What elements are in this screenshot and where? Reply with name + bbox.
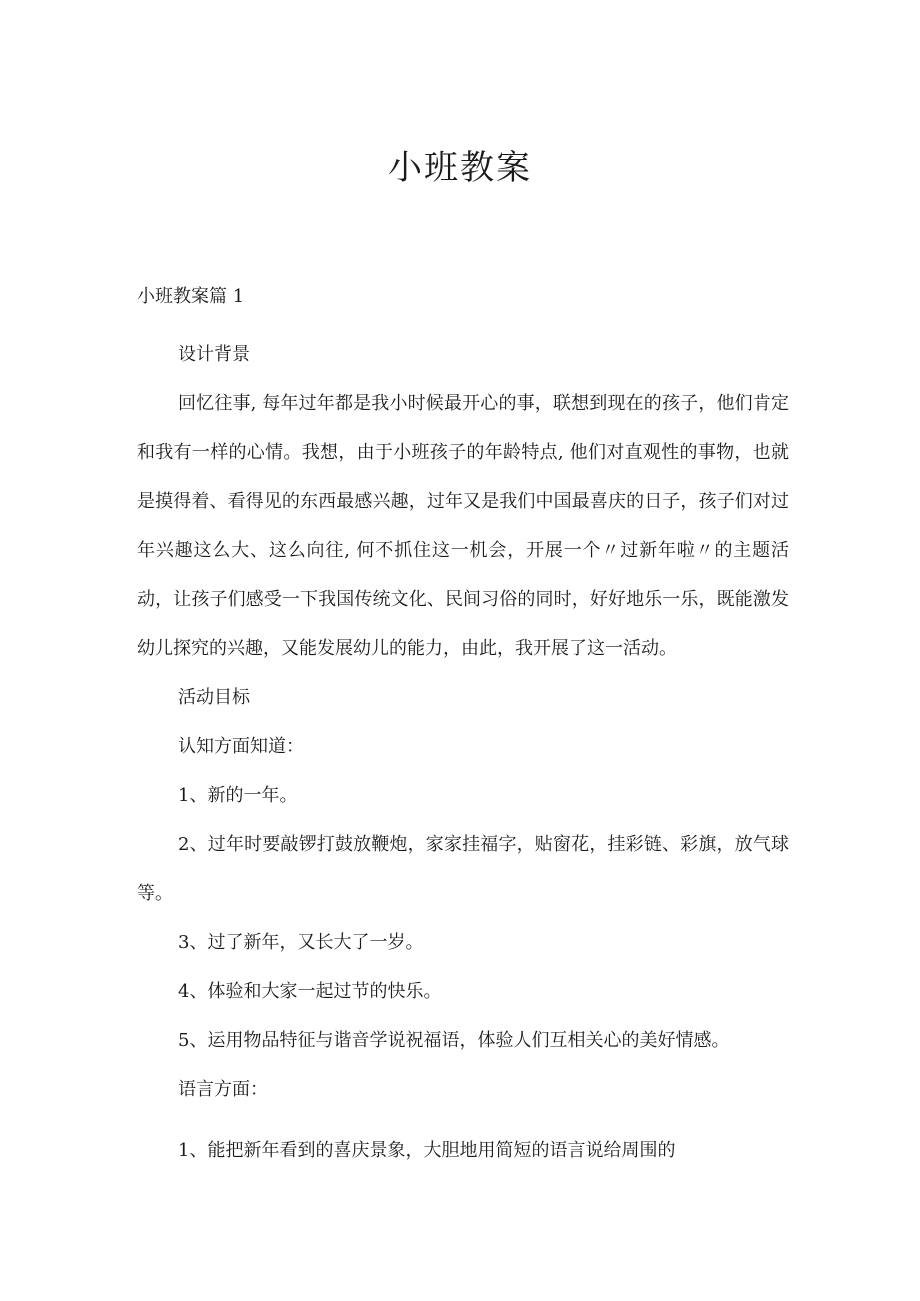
document-title: 小班教案 xyxy=(388,148,532,188)
document-body xyxy=(137,330,789,1175)
language-item-1: 1、能把新年看到的喜庆景象，大胆地用简短的语言说给周围的 xyxy=(178,1140,676,1161)
list-item-5: 5、运用物品特征与谐音学说祝福语，体验人们互相关心的美好情感。 xyxy=(178,1030,730,1051)
list-item-2: 2、过年时要敲锣打鼓放鞭炮，家家挂福字，贴窗花，挂彩链、彩旗，放气球等。 xyxy=(137,834,789,904)
paragraph-cognitive-intro: 认知方面知道： xyxy=(178,736,304,757)
list-item-3: 3、过了新年，又长大了一岁。 xyxy=(178,932,424,953)
list-item-4: 4、体验和大家一起过节的快乐。 xyxy=(178,981,442,1002)
heading-language: 语言方面： xyxy=(178,1079,268,1100)
heading-activity-goals: 活动目标 xyxy=(178,687,250,708)
heading-design-background: 设计背景 xyxy=(178,344,250,365)
paragraph-background-text: 回忆往事, 每年过年都是我小时候最开心的事，联想到现在的孩子，他们肯定和我有一样的心情。我想，由于小班孩子的年龄特点, 他们对直观性的事物，也就是摸得着、看得见的东西最感兴趣，过年又是我们中国最喜庆的日子，孩子们对过年兴趣这么大、这么向往, 何不抓住这一机会，开展一个〃过新年啦〃的主题活动，让孩子们感受一下我国传统文化、民间习俗的同时，好好地乐一乐，既能激发幼儿探究的兴趣，又能发展幼儿的能力，由此，我开展了这一活动。 xyxy=(137,393,789,659)
section-title: 小班教案篇 1 xyxy=(137,286,245,307)
list-item-1: 1、新的一年。 xyxy=(178,785,298,806)
